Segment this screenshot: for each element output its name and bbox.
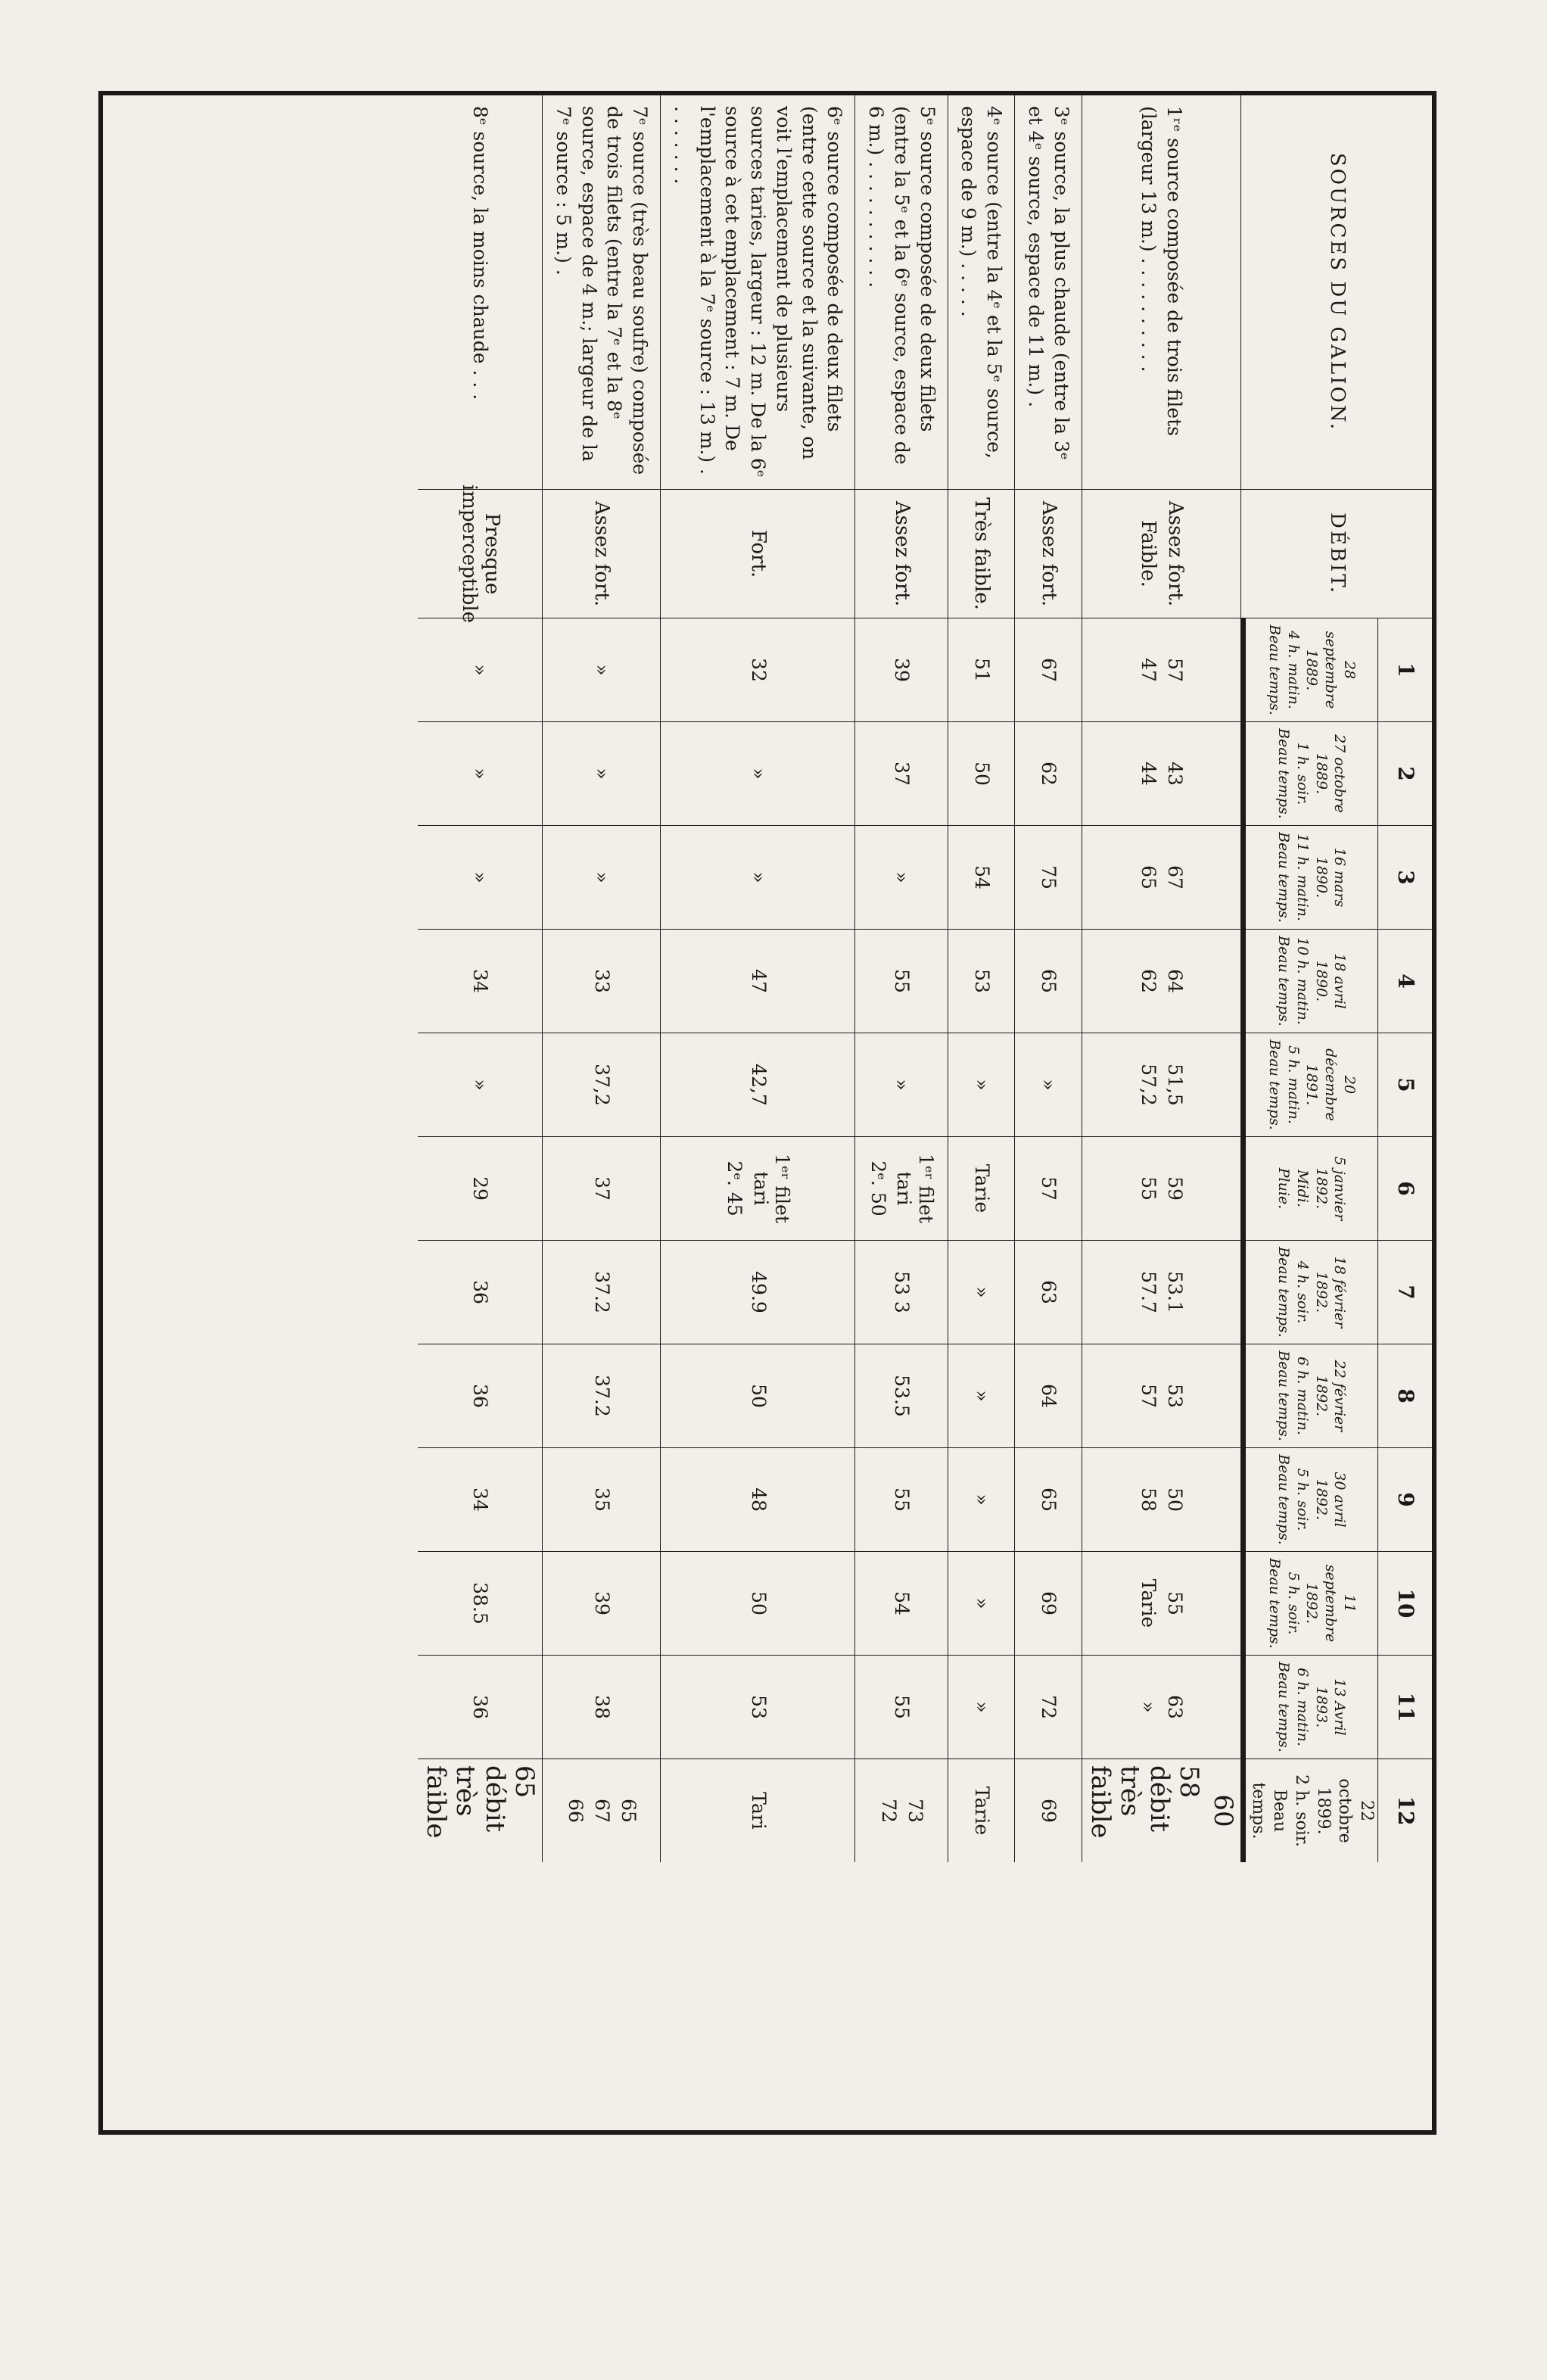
column-date-9	[1241, 1447, 1377, 1551]
value-cell	[543, 1240, 661, 1344]
cell-value: 50	[970, 762, 993, 786]
value-cell	[543, 825, 661, 929]
value-cell	[1015, 721, 1082, 825]
cell-value: 36	[469, 1280, 492, 1304]
value-cell	[1015, 1240, 1082, 1344]
value-cell	[1015, 618, 1082, 721]
cell-value: Tarie	[1138, 1578, 1160, 1628]
cell-value: 64	[1164, 969, 1187, 993]
cell-value: »	[590, 664, 613, 676]
cell-value: 62	[1038, 762, 1060, 786]
value-cell	[1082, 1655, 1241, 1759]
cell-value: »	[1138, 1701, 1160, 1713]
value-cell	[1015, 1447, 1082, 1551]
cell-value: 73	[904, 1799, 926, 1823]
cell-value: 50	[1164, 1488, 1187, 1512]
value-cell-col12	[543, 1759, 661, 1862]
value-cell	[418, 1344, 543, 1447]
cell-value: »	[970, 1286, 993, 1298]
value-cell-col12	[855, 1759, 948, 1862]
column-weather: Beau temps.	[1275, 1350, 1293, 1441]
value-cell	[855, 721, 948, 825]
cell-value: 37.2	[590, 1271, 613, 1313]
value-cell	[543, 1136, 661, 1240]
value-cell	[543, 618, 661, 721]
cell-value: 54	[891, 1591, 914, 1615]
value-cell-col12	[661, 1759, 855, 1862]
column-date: 27 octobre 1889.	[1312, 734, 1349, 813]
cell-value: 51,5	[1164, 1064, 1187, 1106]
value-cell	[948, 1033, 1016, 1136]
value-cell	[1082, 929, 1241, 1033]
value-cell	[855, 1240, 948, 1344]
debit-value: Faible.	[1137, 520, 1160, 587]
cell-value: 53	[747, 1695, 770, 1719]
cell-value: 49.9	[747, 1271, 770, 1313]
value-cell	[855, 1136, 948, 1240]
sources-table	[418, 95, 1432, 2130]
debit-cell	[1015, 489, 1082, 618]
value-cell	[661, 618, 855, 721]
cell-value: 63	[1038, 1280, 1060, 1304]
column-date: 22 octobre 1899.	[1313, 1778, 1376, 1843]
cell-value: 39	[590, 1591, 613, 1615]
debit-value: Assez fort.	[1037, 500, 1060, 607]
value-cell	[418, 1240, 543, 1344]
value-cell	[661, 1447, 855, 1551]
value-cell-col12	[1082, 1759, 1241, 1862]
value-cell	[418, 721, 543, 825]
cell-value: 2ᵉ. 45	[723, 1160, 745, 1216]
column-date-7	[1241, 1240, 1377, 1344]
value-cell	[543, 721, 661, 825]
debit-value: Assez fort.	[590, 500, 614, 607]
source-label: 5ᵉ source composée de deux filets (entre la 5ᵉ et la 6ᵉ source, espace de 6 m.) . . . . . . . . . . .	[855, 95, 948, 489]
cell-value: »	[891, 1079, 914, 1091]
cell-value: 51	[970, 658, 993, 682]
debit-cell	[661, 489, 855, 618]
cell-value: 42,7	[747, 1064, 770, 1106]
column-date-5	[1241, 1033, 1377, 1136]
cell-value: 55	[1164, 1591, 1187, 1615]
cell-value: 2ᵉ. 50	[867, 1160, 889, 1216]
debit-cell	[948, 489, 1016, 618]
cell-value: Tari	[747, 1792, 770, 1830]
cell-value: 72	[1038, 1695, 1060, 1719]
column-weather: Beau temps.	[1275, 832, 1293, 923]
cell-value: »	[747, 768, 770, 780]
value-cell-col12	[1015, 1759, 1082, 1862]
cell-value: 72	[877, 1799, 900, 1823]
cell-value: 33	[590, 969, 613, 993]
value-cell-col12	[418, 1759, 543, 1862]
column-date: 22 février 1892.	[1312, 1360, 1349, 1432]
column-weather: Beau temps.	[1275, 728, 1293, 819]
value-cell	[948, 1447, 1016, 1551]
cell-value: 34	[469, 969, 492, 993]
column-time: 1 h. soir.	[1294, 742, 1311, 805]
value-cell	[418, 618, 543, 721]
cell-value: »	[469, 664, 492, 676]
value-cell	[1015, 825, 1082, 929]
cell-value: 66	[565, 1799, 587, 1823]
column-time: 5 h. soir.	[1294, 1468, 1311, 1531]
value-cell	[543, 1447, 661, 1551]
column-weather: Beau temps.	[1275, 936, 1293, 1026]
cell-value: Tarie	[970, 1164, 993, 1213]
cell-value: 55	[891, 1488, 914, 1512]
column-date: 30 avril 1892.	[1312, 1472, 1349, 1528]
cell-value: 65	[1038, 969, 1060, 993]
cell-value: 53.1	[1164, 1271, 1187, 1313]
source-label: 1ʳᵉ source composée de trois filets (largeur 13 m.) . . . . . . . . . .	[1082, 95, 1241, 489]
column-date-11	[1241, 1655, 1377, 1759]
column-date: 5 janvier 1892.	[1312, 1156, 1349, 1221]
rotated-table-frame	[98, 91, 1436, 2135]
column-time: 5 h. matin.	[1284, 1045, 1302, 1124]
cell-value: »	[469, 768, 492, 780]
debit-value: Fort.	[747, 529, 770, 578]
value-cell	[1015, 1344, 1082, 1447]
value-cell	[855, 1447, 948, 1551]
cell-value: »	[1038, 1079, 1060, 1091]
column-time: 6 h. matin.	[1294, 1668, 1311, 1746]
value-cell	[543, 1655, 661, 1759]
value-cell	[948, 929, 1016, 1033]
column-number-10: 10	[1377, 1551, 1432, 1655]
cell-value: »	[469, 1079, 492, 1091]
column-number-8: 8	[1377, 1344, 1432, 1447]
cell-value: 69	[1038, 1591, 1060, 1615]
value-cell	[948, 1551, 1016, 1655]
cell-value: 67	[1164, 865, 1187, 889]
header-sources: SOURCES DU GALION.	[1325, 152, 1349, 432]
debit-value: Assez fort.	[890, 500, 914, 607]
value-cell	[855, 1551, 948, 1655]
cell-value: 67	[1038, 658, 1060, 682]
cell-value: 57	[1138, 1384, 1160, 1408]
cell-value: »	[970, 1079, 993, 1091]
cell-value: 29	[469, 1176, 492, 1201]
cell-value: 38.5	[469, 1582, 492, 1625]
column-weather: Beau temps.	[1248, 1782, 1290, 1840]
debit-value: Presque imperceptible	[457, 484, 503, 624]
cell-value: 65 débit très faible	[420, 1765, 540, 1839]
column-date-2	[1241, 721, 1377, 825]
cell-value: »	[970, 1494, 993, 1506]
cell-value: 58 débit très faible	[1085, 1765, 1204, 1839]
cell-value: »	[970, 1597, 993, 1609]
cell-value: 60	[1208, 1794, 1238, 1827]
cell-value: 48	[747, 1488, 770, 1512]
source-label: 4ᵉ source (entre la 4ᵉ et la 5ᵉ source, espace de 9 m.) . . . . .	[948, 95, 1016, 489]
value-cell	[661, 1136, 855, 1240]
debit-cell	[855, 489, 948, 618]
column-date: 11 septembre 1892.	[1303, 1564, 1358, 1643]
column-date: 13 Avril 1893.	[1312, 1678, 1349, 1736]
value-cell	[1082, 721, 1241, 825]
value-cell	[661, 1344, 855, 1447]
cell-value: 75	[1038, 865, 1060, 889]
value-cell	[948, 825, 1016, 929]
value-cell	[661, 1033, 855, 1136]
value-cell	[1082, 1447, 1241, 1551]
value-cell-col12	[948, 1759, 1016, 1862]
value-cell	[1082, 1240, 1241, 1344]
column-date: 20 décembre 1891.	[1303, 1048, 1358, 1121]
debit-cell	[418, 484, 543, 624]
column-time: 11 h. matin.	[1294, 833, 1311, 921]
cell-value: »	[590, 768, 613, 780]
column-date-1	[1241, 618, 1377, 721]
column-weather: Beau temps.	[1275, 1454, 1293, 1545]
column-date: 18 février 1892.	[1312, 1256, 1349, 1329]
value-cell	[1015, 1033, 1082, 1136]
column-number-7: 7	[1377, 1240, 1432, 1344]
cell-value: 55	[891, 969, 914, 993]
value-cell	[418, 1655, 543, 1759]
column-date-6	[1241, 1136, 1377, 1240]
value-cell	[661, 825, 855, 929]
cell-value: 50	[747, 1591, 770, 1615]
cell-value: 37,2	[590, 1064, 613, 1106]
column-time: Midi.	[1294, 1170, 1311, 1207]
source-label: 3ᵉ source, la plus chaude (entre la 3ᵉ et 4ᵉ source, espace de 11 m.) .	[1015, 95, 1082, 489]
cell-value: 1ᵉʳ filet tari	[893, 1154, 938, 1223]
cell-value: 62	[1138, 969, 1160, 993]
header-debit: DÉBIT.	[1241, 489, 1432, 618]
cell-value: 38	[590, 1695, 613, 1719]
cell-value: 53 3	[891, 1271, 914, 1313]
cell-value: 57,2	[1138, 1064, 1160, 1106]
cell-value: 50	[747, 1384, 770, 1408]
debit-cell	[1082, 489, 1241, 618]
cell-value: 1ᵉʳ filet tari	[749, 1154, 794, 1223]
value-cell	[948, 1344, 1016, 1447]
column-date: 28 septembre 1889.	[1303, 631, 1358, 709]
source-label: 8ᵉ source, la moins chaude . . .	[418, 95, 543, 489]
column-weather: Beau temps.	[1275, 1247, 1293, 1338]
value-cell	[948, 618, 1016, 721]
value-cell	[1082, 1033, 1241, 1136]
cell-value: 63	[1164, 1695, 1187, 1719]
value-cell	[543, 929, 661, 1033]
value-cell	[948, 1655, 1016, 1759]
value-cell	[1082, 825, 1241, 929]
source-label: 7ᵉ source (très beau soufre) composée de trois filets (entre la 7ᵉ et la 8ᵉ source, espace de 4 m.; largeur de la 7ᵉ source : 5 m.) .	[543, 95, 661, 489]
value-cell	[948, 1240, 1016, 1344]
cell-value: 53	[970, 969, 993, 993]
column-weather: Beau temps.	[1265, 1039, 1283, 1130]
cell-value: 53.5	[891, 1375, 914, 1417]
value-cell	[418, 1551, 543, 1655]
column-number-4: 4	[1377, 929, 1432, 1033]
column-number-1: 1	[1377, 618, 1432, 721]
value-cell	[661, 1655, 855, 1759]
value-cell	[661, 1240, 855, 1344]
column-time: 10 h. matin.	[1294, 937, 1311, 1025]
value-cell	[1015, 929, 1082, 1033]
column-number-5: 5	[1377, 1033, 1432, 1136]
column-number-6: 6	[1377, 1136, 1432, 1240]
column-number-3: 3	[1377, 825, 1432, 929]
cell-value: 58	[1138, 1488, 1160, 1512]
value-cell	[418, 929, 543, 1033]
value-cell	[855, 1033, 948, 1136]
column-date-12	[1241, 1759, 1377, 1862]
column-date-10	[1241, 1551, 1377, 1655]
value-cell	[948, 721, 1016, 825]
column-weather: Beau temps.	[1265, 1558, 1283, 1649]
cell-value: 34	[469, 1488, 492, 1512]
cell-value: 37	[590, 1176, 613, 1201]
cell-value: »	[747, 871, 770, 883]
cell-value: »	[970, 1701, 993, 1713]
cell-value: 65	[1138, 865, 1160, 889]
column-weather: Pluie.	[1275, 1167, 1293, 1210]
cell-value: 39	[891, 658, 914, 682]
cell-value: Tarie	[970, 1786, 993, 1836]
cell-value: »	[891, 871, 914, 883]
cell-value: 44	[1138, 762, 1160, 786]
value-cell	[948, 1136, 1016, 1240]
column-time: 4 h. soir.	[1294, 1260, 1311, 1324]
value-cell	[1082, 1136, 1241, 1240]
cell-value: »	[970, 1390, 993, 1402]
cell-value: 43	[1164, 762, 1187, 786]
column-number-12: 12	[1377, 1759, 1432, 1862]
cell-value: 57	[1164, 658, 1187, 682]
value-cell	[543, 1551, 661, 1655]
value-cell	[661, 929, 855, 1033]
cell-value: 59	[1164, 1176, 1187, 1201]
value-cell	[855, 929, 948, 1033]
cell-value: 55	[891, 1695, 914, 1719]
value-cell	[855, 825, 948, 929]
value-cell	[1015, 1655, 1082, 1759]
cell-value: 57	[1038, 1176, 1060, 1201]
column-number-11: 11	[1377, 1655, 1432, 1759]
value-cell	[418, 1136, 543, 1240]
cell-value: »	[590, 871, 613, 883]
column-number-9: 9	[1377, 1447, 1432, 1551]
value-cell	[543, 1344, 661, 1447]
cell-value: 67	[590, 1799, 613, 1823]
cell-value: 36	[469, 1695, 492, 1719]
value-cell	[1015, 1136, 1082, 1240]
column-date-8	[1241, 1344, 1377, 1447]
cell-value: 65	[1038, 1488, 1060, 1512]
cell-value: 35	[590, 1488, 613, 1512]
cell-value: 54	[970, 865, 993, 889]
column-number-2: 2	[1377, 721, 1432, 825]
cell-value: 37	[891, 762, 914, 786]
column-date-4	[1241, 929, 1377, 1033]
cell-value: 32	[747, 658, 770, 682]
value-cell	[661, 721, 855, 825]
cell-value: 47	[747, 969, 770, 993]
column-date-3	[1241, 825, 1377, 929]
value-cell	[418, 825, 543, 929]
column-date: 16 mars 1890.	[1312, 847, 1349, 908]
column-time: 2 h. soir.	[1292, 1774, 1311, 1847]
cell-value: 64	[1038, 1384, 1060, 1408]
cell-value: 47	[1138, 658, 1160, 682]
column-weather: Beau temps.	[1265, 625, 1283, 715]
value-cell	[1015, 1551, 1082, 1655]
column-time: 4 h. matin.	[1284, 631, 1302, 709]
value-cell	[418, 1447, 543, 1551]
cell-value: 65	[617, 1799, 640, 1823]
value-cell	[1082, 1551, 1241, 1655]
value-cell	[1082, 618, 1241, 721]
debit-value: Assez fort.	[1164, 500, 1187, 607]
column-time: 5 h. soir.	[1284, 1572, 1302, 1635]
debit-value: Très faible.	[970, 497, 994, 610]
value-cell	[855, 1344, 948, 1447]
value-cell	[418, 1033, 543, 1136]
value-cell	[855, 618, 948, 721]
cell-value: 37.2	[590, 1375, 613, 1417]
cell-value: 57.7	[1138, 1271, 1160, 1313]
column-time: 6 h. matin.	[1294, 1357, 1311, 1435]
cell-value: »	[469, 871, 492, 883]
value-cell	[855, 1655, 948, 1759]
source-label: 6ᵉ source composée de deux filets (entre cette source et la suivante, on voit l'emplacement de plusieurs sources taries, largeur : 12 m. De la 6ᵉ source à cet emplacement : 7 m. De l'emplacement à la 7ᵉ source : 13 m.) . . . . . . . .	[661, 95, 855, 489]
debit-cell	[543, 489, 661, 618]
column-date: 18 avril 1890.	[1312, 953, 1349, 1009]
value-cell	[661, 1551, 855, 1655]
cell-value: 53	[1164, 1384, 1187, 1408]
column-weather: Beau temps.	[1275, 1662, 1293, 1752]
cell-value: 69	[1038, 1799, 1060, 1823]
cell-value: 36	[469, 1384, 492, 1408]
value-cell	[543, 1033, 661, 1136]
cell-value: 55	[1138, 1176, 1160, 1201]
value-cell	[1082, 1344, 1241, 1447]
